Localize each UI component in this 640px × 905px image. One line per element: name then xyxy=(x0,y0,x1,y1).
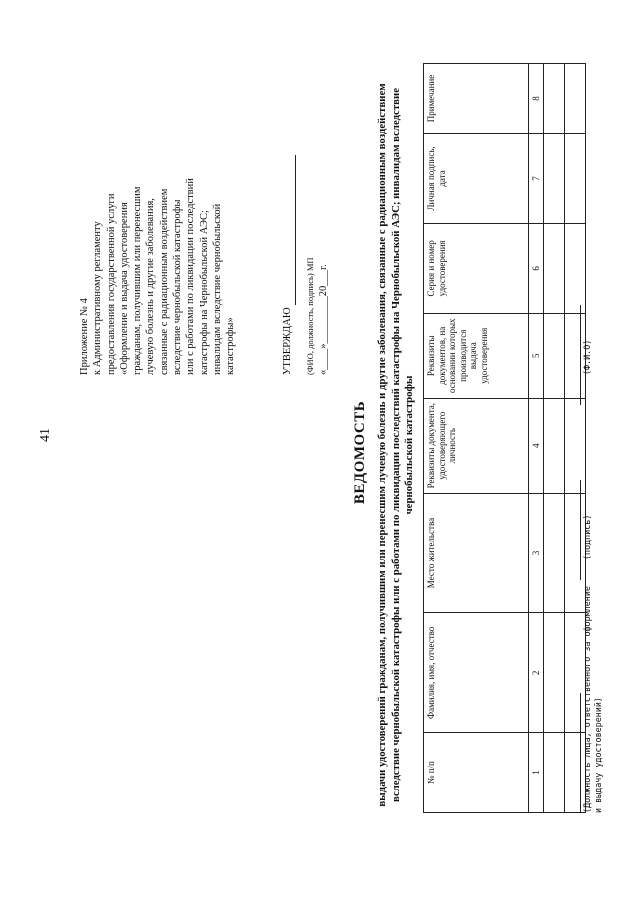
approve-label: УТВЕРЖДАЮ xyxy=(282,307,293,375)
table-cell xyxy=(544,493,565,613)
page-number: 41 xyxy=(38,428,53,442)
header-cell-note: Примечание xyxy=(424,64,529,134)
table-cell xyxy=(565,64,586,134)
table-cell xyxy=(544,134,565,224)
header-cell-id-document: Реквизиты документа, удостоверяющего личность xyxy=(424,398,529,493)
table-cell xyxy=(565,134,586,224)
approve-date: «____»_________20___г. xyxy=(318,264,329,375)
appendix-line: катастрофы» xyxy=(225,317,237,375)
table-cell xyxy=(565,223,586,313)
appendix-line: катастрофы на Чернобыльской АЭС; xyxy=(198,210,210,375)
appendix-line: инвалидам вследствие чернобыльской xyxy=(211,203,223,375)
table-numbers-row xyxy=(529,64,544,813)
column-number: 3 xyxy=(529,493,544,613)
document-title: ВЕДОМОСТЬ xyxy=(352,400,368,505)
signature-caption: (подпись) xyxy=(582,514,592,560)
appendix-line: или с работами по ликвидации последствий xyxy=(185,178,197,375)
table-cell xyxy=(544,733,565,813)
approve-hint: (ФИО, должность, подпись) МП xyxy=(305,257,315,375)
header-cell-signature-date: Личная подпись, дата xyxy=(424,134,529,224)
appendix-line: вследствие чернобыльской катастрофы xyxy=(172,199,184,375)
approve-signature-line xyxy=(295,155,296,305)
header-cell-basis-documents: Реквизиты документов, на основании которых производится выдача удостоверения xyxy=(424,313,529,398)
header-cell-name: Фамилия, имя, отчество xyxy=(424,613,529,733)
column-number: 6 xyxy=(529,223,544,313)
appendix-line: Приложение № 4 xyxy=(79,298,90,375)
appendix-line: лучевую болезнь и другие заболевания, xyxy=(145,198,157,375)
document-subtitle: выдачи удостоверений гражданам, получившим или перенесшим лучевую болезнь и другие заболевания, связанные с радиационным воздействием вследствие чернобыльской катастрофы или с работами по ликвидации последствий катастрофы на Чернобыльской АЭС; инвалидам вследствие чернобыльской катастрофы xyxy=(376,83,416,807)
position-line xyxy=(580,693,581,813)
column-number: 4 xyxy=(529,398,544,493)
table-cell xyxy=(544,313,565,398)
table-cell xyxy=(544,613,565,733)
table-row xyxy=(544,64,565,813)
header-cell-certificate-number: Серия и номер удостоверения xyxy=(424,223,529,313)
appendix-line: предоставления государственной услуги xyxy=(105,193,117,375)
signature-line xyxy=(580,480,581,580)
table-cell xyxy=(544,64,565,134)
appendix-block xyxy=(78,55,238,375)
name-caption: (Ф.И.О) xyxy=(582,339,592,375)
column-number: 2 xyxy=(529,613,544,733)
header-cell-residence: Место жительства xyxy=(424,493,529,613)
appendix-line: гражданам, получившим или перенесшим xyxy=(132,186,144,375)
register-table xyxy=(423,63,586,813)
column-number: 1 xyxy=(529,733,544,813)
header-cell-number: № п/п xyxy=(424,733,529,813)
appendix-line: связанные с радиационным воздействием xyxy=(158,188,170,375)
position-caption: (Должность лица, ответственного за оформление и выдачу удостоверений) xyxy=(582,586,603,813)
appendix-line: к Административному регламенту xyxy=(92,221,104,375)
table-cell xyxy=(544,223,565,313)
name-line xyxy=(580,305,581,405)
table-cell xyxy=(565,398,586,493)
table-header-row xyxy=(424,64,529,813)
column-number: 8 xyxy=(529,64,544,134)
column-number: 7 xyxy=(529,134,544,224)
table-cell xyxy=(544,398,565,493)
column-number: 5 xyxy=(529,313,544,398)
appendix-line: «Оформление и выдача удостоверения xyxy=(118,202,130,375)
